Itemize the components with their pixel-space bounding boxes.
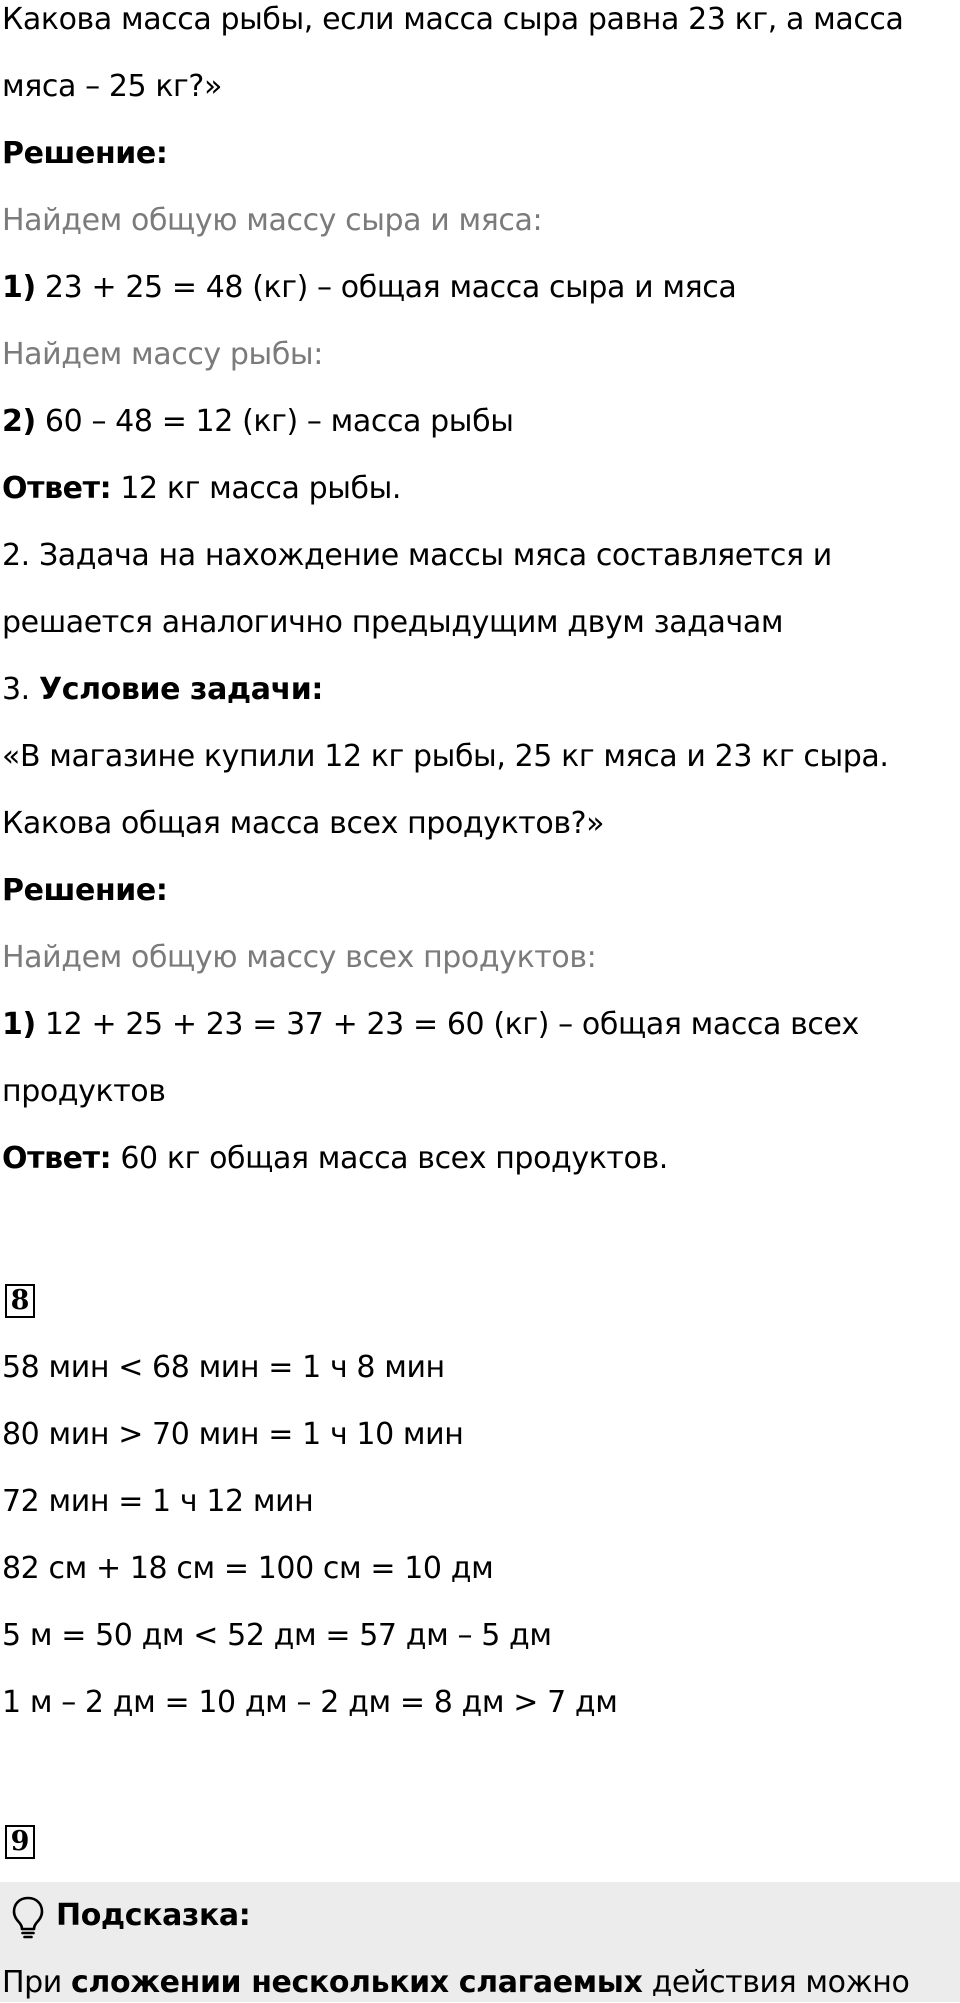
hint-box — [0, 1882, 960, 2002]
solution-label: Решение: — [2, 873, 168, 908]
comparison-line: 80 мин > 70 мин = 1 ч 10 мин — [2, 1417, 464, 1452]
condition-heading: 3. Условие задачи: — [2, 672, 324, 707]
problem-text: Какова общая масса всех продуктов?» — [2, 806, 605, 841]
task-number-9: 9 — [5, 1825, 35, 1859]
problem-text: мяса – 25 кг?» — [2, 69, 222, 104]
paragraph: решается аналогично предыдущим двум задачам — [2, 605, 784, 640]
problem-text: «В магазине купили 12 кг рыбы, 25 кг мяса и 23 кг сыра. — [2, 739, 889, 774]
solution-step: продуктов — [2, 1074, 166, 1109]
task-number-8: 8 — [5, 1284, 35, 1318]
problem-text: Какова масса рыбы, если масса сыра равна 23 кг, а масса — [2, 2, 904, 37]
comparison-line: 82 см + 18 см = 100 см = 10 дм — [2, 1551, 494, 1586]
solution-step: 1) 23 + 25 = 48 (кг) – общая масса сыра и мяса — [2, 270, 737, 305]
answer: Ответ: 12 кг масса рыбы. — [2, 471, 402, 506]
solution-step: 2) 60 – 48 = 12 (кг) – масса рыбы — [2, 404, 514, 439]
comparison-line: 58 мин < 68 мин = 1 ч 8 мин — [2, 1350, 445, 1385]
comparison-line: 72 мин = 1 ч 12 мин — [2, 1484, 314, 1519]
paragraph: 2. Задача на нахождение массы мяса составляется и — [2, 538, 832, 573]
hint-title: Подсказка: — [56, 1898, 251, 1933]
hint-text: При сложении нескольких слагаемых действия можно — [2, 1965, 910, 2000]
solution-hint: Найдем массу рыбы: — [2, 337, 323, 372]
lightbulb-icon — [10, 1895, 46, 1939]
answer: Ответ: 60 кг общая масса всех продуктов. — [2, 1141, 668, 1176]
comparison-line: 1 м – 2 дм = 10 дм – 2 дм = 8 дм > 7 дм — [2, 1685, 618, 1720]
comparison-line: 5 м = 50 дм < 52 дм = 57 дм – 5 дм — [2, 1618, 552, 1653]
solution-hint: Найдем общую массу сыра и мяса: — [2, 203, 543, 238]
solution-label: Решение: — [2, 136, 168, 171]
solution-hint: Найдем общую массу всех продуктов: — [2, 940, 597, 975]
solution-step: 1) 12 + 25 + 23 = 37 + 23 = 60 (кг) – общая масса всех — [2, 1007, 859, 1042]
